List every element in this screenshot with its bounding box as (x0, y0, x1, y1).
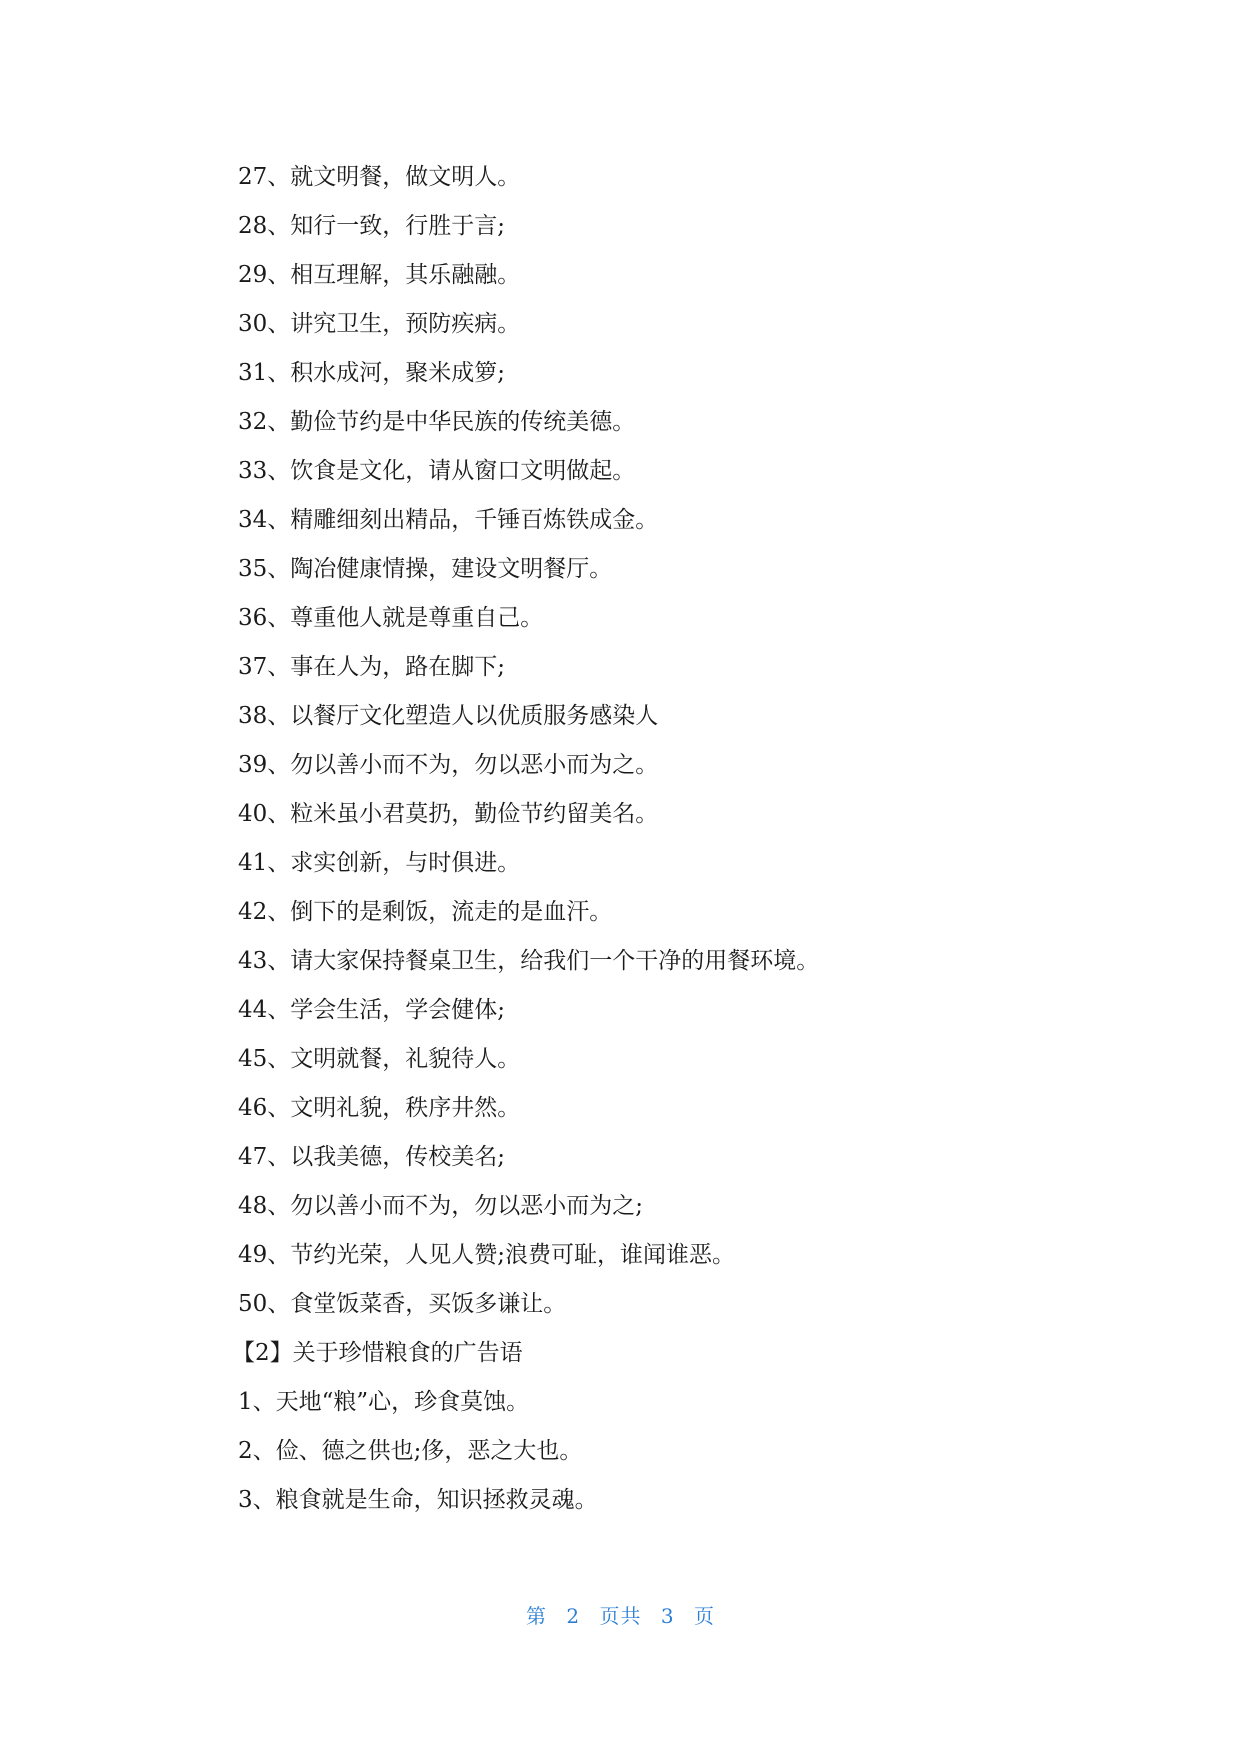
footer-page-number: 2 (566, 1604, 581, 1628)
slogan-line: 49、节约光荣，人见人赞;浪费可耻，谁闻谁恶。 (238, 1242, 736, 1268)
footer-word-ye-gong: 页共 (599, 1604, 642, 1628)
slogan-line: 48、勿以善小而不为，勿以恶小而为之; (238, 1193, 644, 1219)
slogan-line: 42、倒下的是剩饭，流走的是血汗。 (238, 899, 613, 925)
footer-total-pages: 3 (660, 1604, 675, 1628)
slogan-line: 30、讲究卫生，预防疾病。 (238, 311, 521, 337)
slogan-line: 39、勿以善小而不为，勿以恶小而为之。 (238, 752, 659, 778)
slogan-line: 35、陶冶健康情操，建设文明餐厅。 (238, 556, 613, 582)
slogan-line: 47、以我美德，传校美名; (238, 1144, 506, 1170)
slogan-line: 28、知行一致，行胜于言; (238, 213, 506, 239)
slogan-line: 34、精雕细刻出精品，千锤百炼铁成金。 (238, 507, 659, 533)
slogan-line: 3、粮食就是生命，知识拯救灵魂。 (238, 1487, 598, 1513)
slogan-line: 43、请大家保持餐桌卫生，给我们一个干净的用餐环境。 (238, 948, 820, 974)
section-heading: 【2】关于珍惜粮食的广告语 (232, 1340, 523, 1366)
slogan-line: 40、粒米虽小君莫扔，勤俭节约留美名。 (238, 801, 659, 827)
slogan-line: 2、俭、德之供也;侈，恶之大也。 (238, 1438, 583, 1464)
slogan-line: 50、食堂饭菜香，买饭多谦让。 (238, 1291, 567, 1317)
slogan-line: 36、尊重他人就是尊重自己。 (238, 605, 544, 631)
slogan-line: 37、事在人为，路在脚下; (238, 654, 506, 680)
footer-word-di: 第 (526, 1604, 548, 1628)
slogan-line: 32、勤俭节约是中华民族的传统美德。 (238, 409, 636, 435)
slogan-line: 46、文明礼貌，秩序井然。 (238, 1095, 521, 1121)
slogan-line: 29、相互理解，其乐融融。 (238, 262, 521, 288)
slogan-line: 33、饮食是文化，请从窗口文明做起。 (238, 458, 636, 484)
slogan-line: 38、以餐厅文化塑造人以优质服务感染人 (238, 703, 659, 729)
page-footer (0, 1600, 1241, 1629)
footer-word-ye: 页 (693, 1604, 715, 1628)
slogan-line: 45、文明就餐，礼貌待人。 (238, 1046, 521, 1072)
slogan-line: 31、积水成河，聚米成箩; (238, 360, 506, 386)
slogan-line: 41、求实创新，与时俱进。 (238, 850, 521, 876)
slogan-line: 1、天地“粮”心，珍食莫蚀。 (238, 1389, 530, 1415)
slogan-line: 44、学会生活，学会健体; (238, 997, 506, 1023)
slogan-line: 27、就文明餐，做文明人。 (238, 164, 521, 190)
document-body (232, 157, 1138, 1529)
